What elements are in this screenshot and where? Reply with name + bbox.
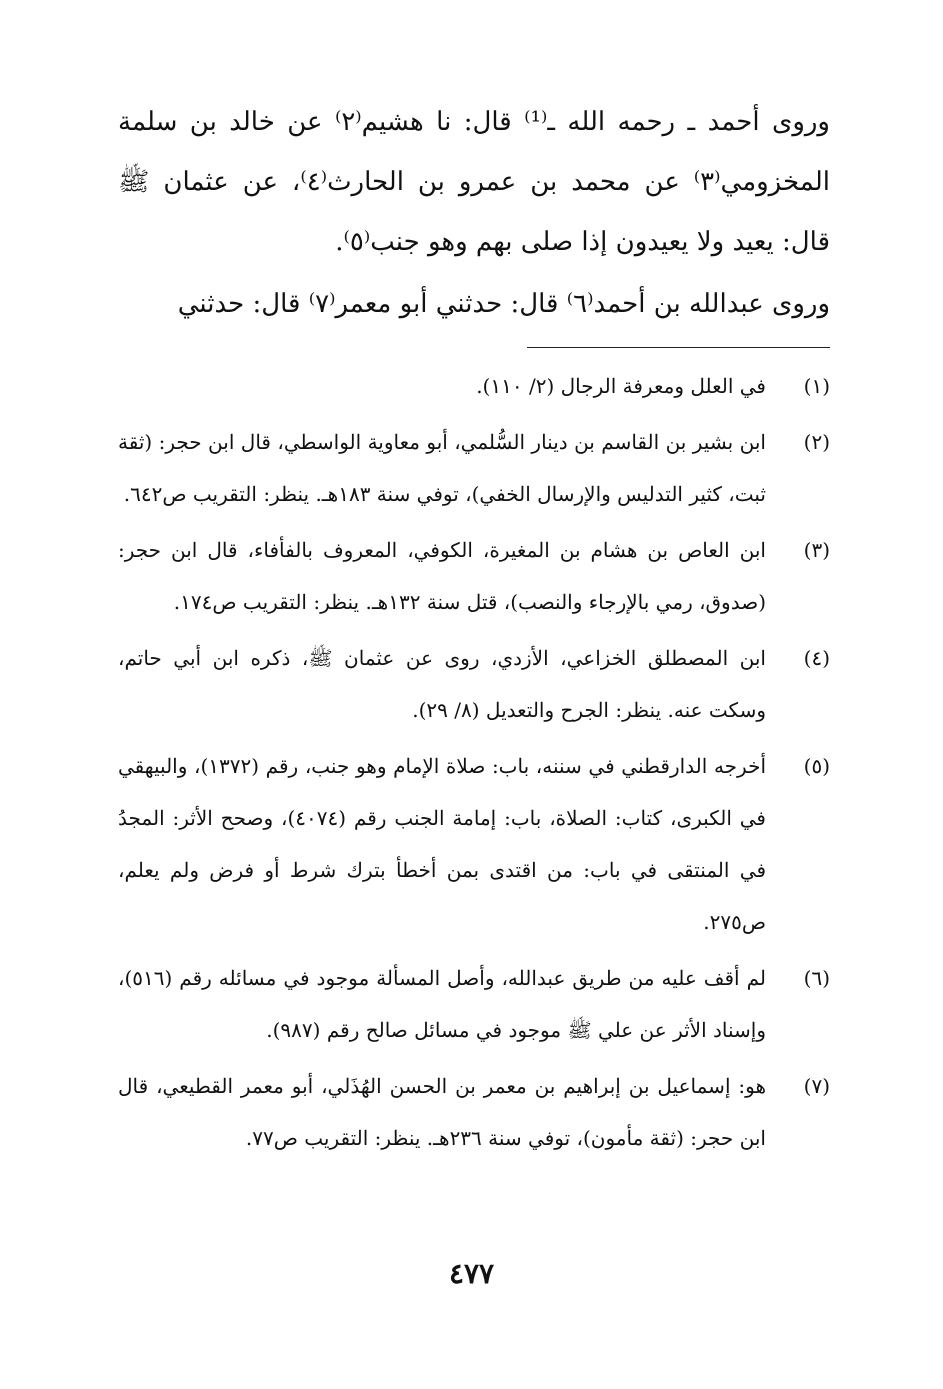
footnote-text: ابن العاص بن هشام بن المغيرة، الكوفي، المعروف بالفأفاء، قال ابن حجر: (صدوق، رمي بالإرجاء والنصب)، قتل سنة ١٣٢هـ. ينظر: التقريب ص١٧٤. [118,538,766,614]
footnote-number: (٦) [803,966,830,990]
footnote-text: ابن بشير بن القاسم بن دينار السُّلمي، أبو معاوية الواسطي، قال ابن حجر: (ثقة ثبت، كثير التدليس والإرسال الخفي)، توفي سنة ١٨٣هـ. ينظر: التقريب ص٦٤٢. [118,430,766,506]
footnote-number: (٢) [803,430,830,454]
footnote-text: هو: إسماعيل بن إبراهيم بن معمر بن الحسن الهُذَلي، أبو معمر القطيعي، قال ابن حجر: (ثقة مأمون)، توفي سنة ٢٣٦هـ. ينظر: التقريب ص٧٧. [118,1074,766,1150]
main-text [118,92,830,334]
footnote-number: (٧) [803,1074,830,1098]
footnote-number: (٥) [803,754,830,778]
footnote-5 [118,740,830,948]
footnote-text: ابن المصطلق الخزاعي، الأزدي، روى عن عثمان ﷺ، ذكره ابن أبي حاتم، وسكت عنه. ينظر: الجرح والتعديل (٨/ ٢٩). [118,646,766,722]
footnote-6 [118,952,830,1056]
footnote-text: لم أقف عليه من طريق عبدالله، وأصل المسألة موجود في مسائله رقم (٥١٦)، وإسناد الأثر عن علي ﷺ موجود في مسائل صالح رقم (٩٨٧). [118,966,766,1042]
footnote-2 [118,416,830,520]
footnote-number: (٤) [803,646,830,670]
footnote-7 [118,1060,830,1164]
footnote-number: (٣) [803,538,830,562]
footnote-separator [527,347,830,348]
footnotes [118,360,830,1164]
footnote-text: أخرجه الدارقطني في سننه، باب: صلاة الإمام وهو جنب، رقم (١٣٧٢)، والبيهقي في الكبرى، كتاب: الصلاة، باب: إمامة الجنب رقم (٤٠٧٤)، وصحح الأثر: المجدُ في المنتقى في باب: من اقتدى بمن أخطأ بترك شرط أو فرض ولم يعلم، ص٢٧٥. [118,754,766,934]
footnote-3 [118,524,830,628]
footnote-4 [118,632,830,736]
footnote-number: (١) [803,374,830,398]
page-number: ٤٧٧ [448,1257,495,1290]
footnote-text: في العلل ومعرفة الرجال (٢/ ١١٠). [476,374,766,398]
footnote-1 [118,360,830,412]
paragraph-2: وروى عبدالله بن أحمد⁽٦⁾ قال: حدثني أبو معمر⁽٧⁾ قال: حدثني [177,289,830,319]
paragraph-1: وروى أحمد ـ رحمه الله ـ⁽¹⁾ قال: نا هشيم⁽٢⁾ عن خالد بن سلمة المخزومي⁽٣⁾ عن محمد بن عمرو بن الحارث⁽٤⁾، عن عثمان ﷺ قال: يعيد ولا يعيدون إذا صلى بهم وهو جنب⁽٥⁾. [118,107,830,257]
